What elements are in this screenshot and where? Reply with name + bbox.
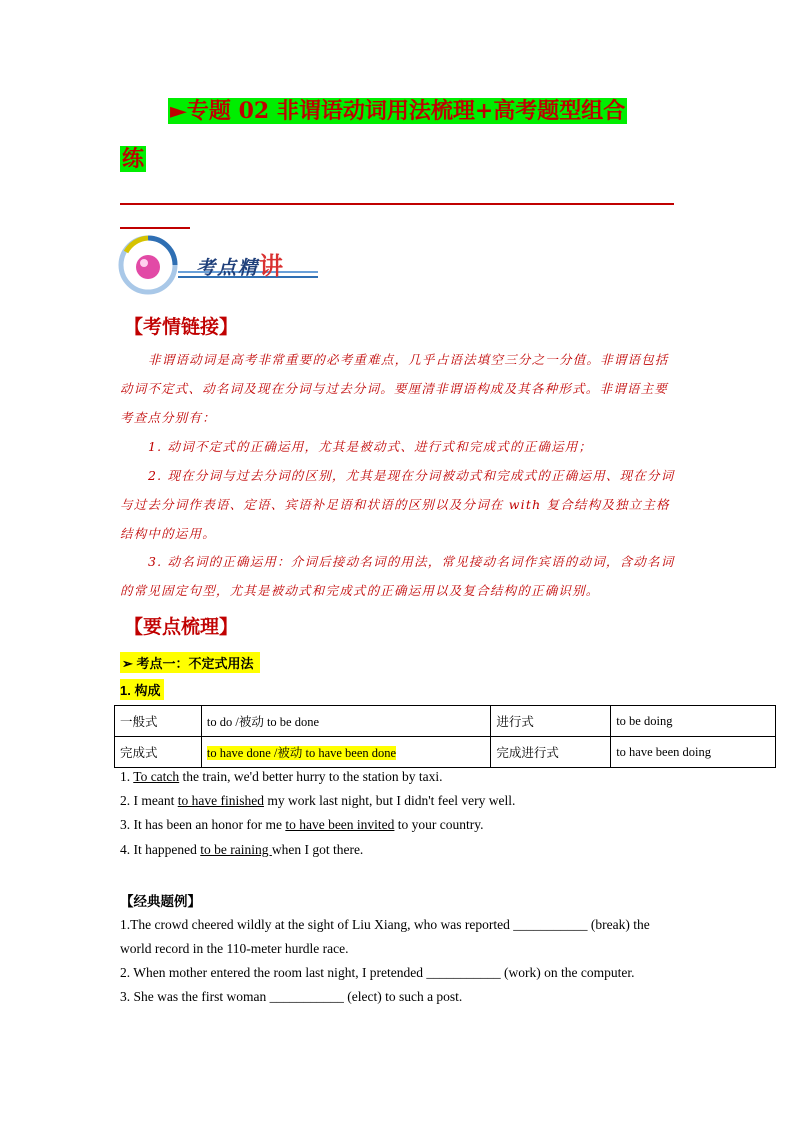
red-divider [120,203,674,205]
question-1: 1.The crowd cheered wildly at the sight of Liu Xiang, who was reported ___________ (break) the [120,917,650,932]
kaoqing-paragraph: 非谓语动词是高考非常重要的必考重难点，几乎占语法填空三分之一分值。非谓语包括动词不定式、动名词及现在分词与过去分词。要厘清非谓语构成及其各种形式。非谓语主要考查点分别有： [120,352,669,425]
goucheng-label: 1. 构成 [120,679,164,700]
highlighted-text: to have done /被动 to have been done [206,746,397,760]
example-sentence: 1. To catch the train, we'd better hurry to the station by taxi. [120,769,443,784]
infinitive-forms-table [114,705,776,768]
table-cell: to have been doing [611,737,776,768]
table-cell: to be doing [611,706,776,737]
question-1-cont: world record in the 110-meter hurdle race. [120,941,349,956]
example-sentence: 2. I meant to have finished my work last night, but I didn't feel very well. [120,793,516,808]
doc-title-line-2: 练 [122,146,145,172]
section-yaodian-heading: 【要点梳理】 [124,616,239,638]
jingdian-heading: 【经典题例】 [120,894,201,909]
red-divider-short [120,227,190,229]
section-kaoqing-heading: 【考情链接】 [124,316,239,338]
kaoqing-point-1: 1. 动词不定式的正确运用，尤其是被动式、进行式和完成式的正确运用； [148,439,593,454]
table-cell [201,737,491,768]
question-3: 3. She was the first woman ___________ (elect) to such a post. [120,989,463,1004]
example-sentence: 3. It has been an honor for me to have been invited to your country. [120,817,484,832]
table-cell: 进行式 [491,706,611,737]
table-cell: 完成式 [115,737,202,768]
doc-title-line-1: ►专题 02 非谓语动词用法梳理+高考题型组合 [170,98,626,124]
table-cell: 一般式 [115,706,202,737]
kaodian-1-label: ➢ 考点一：不定式用法 [120,652,260,673]
question-2: 2. When mother entered the room last night, I pretended ___________ (work) on the computer. [120,965,635,980]
table-cell: to do /被动 to be done [201,706,491,737]
table-cell: 完成进行式 [491,737,611,768]
kaodian-banner: 考点精讲 [196,251,286,280]
kaoqing-point-2: 2. 现在分词与过去分词的区别，尤其是现在分词被动式和完成式的正确运用、现在分词与过去分词作表语、定语、宾语补足语和状语的区别以及分词在 with 复合结构及独立主格结构中的运用。 [120,468,675,541]
table-row [115,706,776,737]
kaoqing-point-3: 3. 动名词的正确运用：介词后接动名词的用法，常见接动名词作宾语的动词，含动名词的常见固定句型，尤其是被动式和完成式的正确运用以及复合结构的正确识别。 [120,554,675,598]
example-sentence: 4. It happened to be raining when I got there. [120,842,364,857]
table-row [115,737,776,768]
